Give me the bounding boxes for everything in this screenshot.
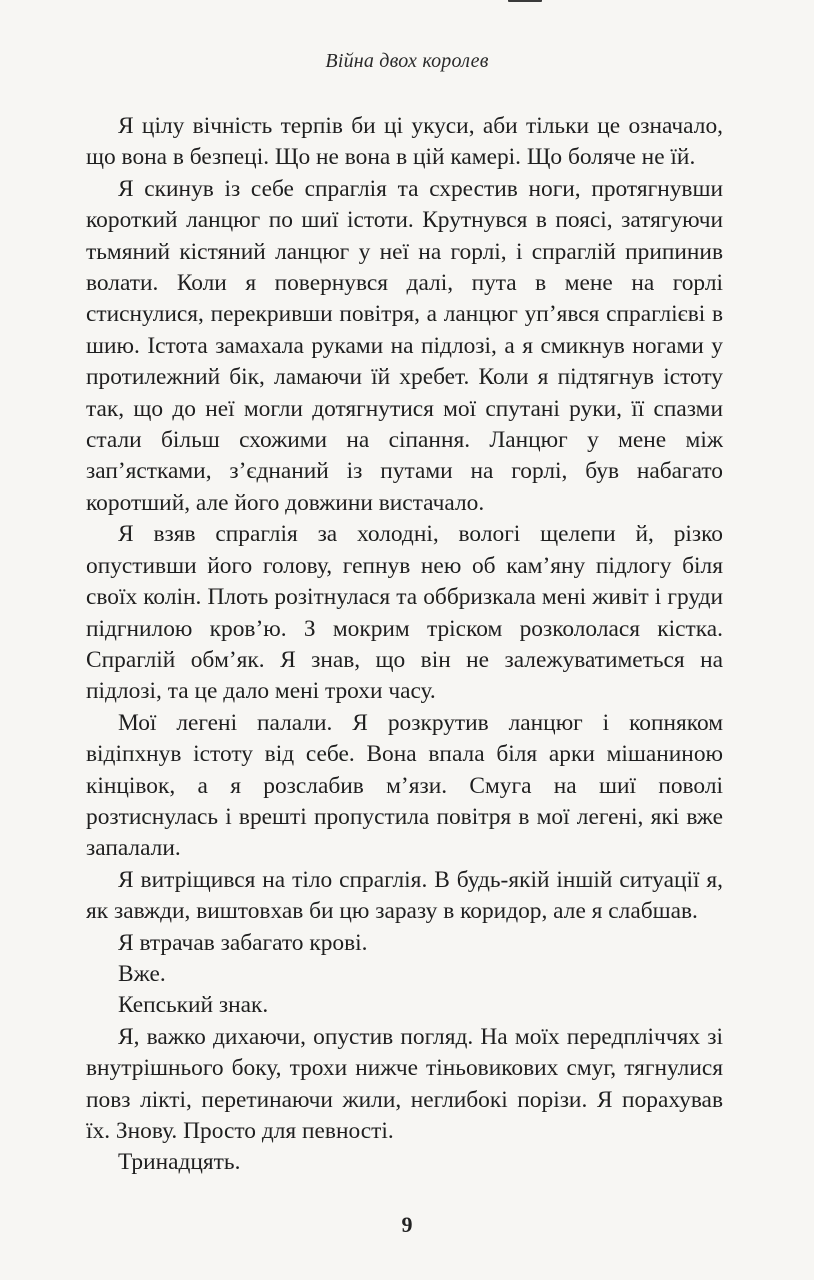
paragraph: Я цілу вічність терпів би ці укуси, аби тільки це означало, що вона в безпеці. Що не вона в цій камері. Що боляче не їй. bbox=[86, 113, 723, 171]
paragraph: Я втрачав забагато крові. bbox=[118, 929, 368, 956]
paragraph: Я скинув із себе спраглія та схрестив ноги, протягнувши короткий ланцюг по шиї істоти. Крутнувся в поясі, затягуючи тьмяний кістяний ланцюг у неї на горлі, і спраглій припинив волати. Коли я повернувся далі, пута в мене на горлі стиснулися, перекривши повітря, а ланцюг уп’явся спраглієві в шию. Істота замахала руками на підлозі, а я смикнув ногами у протилежний бік, ламаючи їй хребет. Коли я підтягнув істоту так, що до неї могли дотягнутися мої спутані руки, її спазми стали більш схожими на сіпання. Ланцюг у мене між зап’ястками, з’єднаний із путами на горлі, був набагато коротший, але його довжини вистачало. bbox=[86, 175, 723, 516]
paragraph: Я, важко дихаючи, опустив погляд. На моїх передпліччях зі внутрішнього боку, трохи нижче тіньовикових смуг, тягнулися повз лікті, перетинаючи жили, неглибокі порізи. Я порахував їх. Знову. Просто для певності. bbox=[86, 1023, 723, 1144]
running-header: Війна двох королев bbox=[325, 50, 489, 72]
paragraph: Мої легені палали. Я розкрутив ланцюг і копняком відіпхнув істоту від себе. Вона впала біля арки мішаниною кінцівок, а я розслабив м’язи. Смуга на шиї поволі розтиснулась і врешті пропустила повітря в мої легені, які вже запалали. bbox=[86, 709, 723, 862]
paragraph: Я витріщився на тіло спраглія. В будь-якій іншій ситуації я, як завжди, виштовхав би цю заразу в коридор, але я слабшав. bbox=[86, 866, 723, 925]
paragraph: Я взяв спраглія за холодні, вологі щелепи й, різко опустивши його голову, гепнув нею об кам’яну підлогу біля своїх колін. Плоть розітнулася та оббризкала мені живіт і груди підгнилою кров’ю. З мокрим тріском розкололася кістка. Спраглій обм’як. Я знав, що він не залежуватиметься на підлозі, та це дало мені трохи часу. bbox=[86, 521, 723, 705]
top-edge-mark bbox=[508, 0, 542, 2]
paragraph: Тринадцять. bbox=[118, 1149, 241, 1176]
page-number: 9 bbox=[401, 1212, 413, 1237]
body-text bbox=[86, 111, 723, 1179]
paragraph: Вже. bbox=[118, 960, 166, 987]
paragraph: Кепський знак. bbox=[118, 992, 269, 1019]
